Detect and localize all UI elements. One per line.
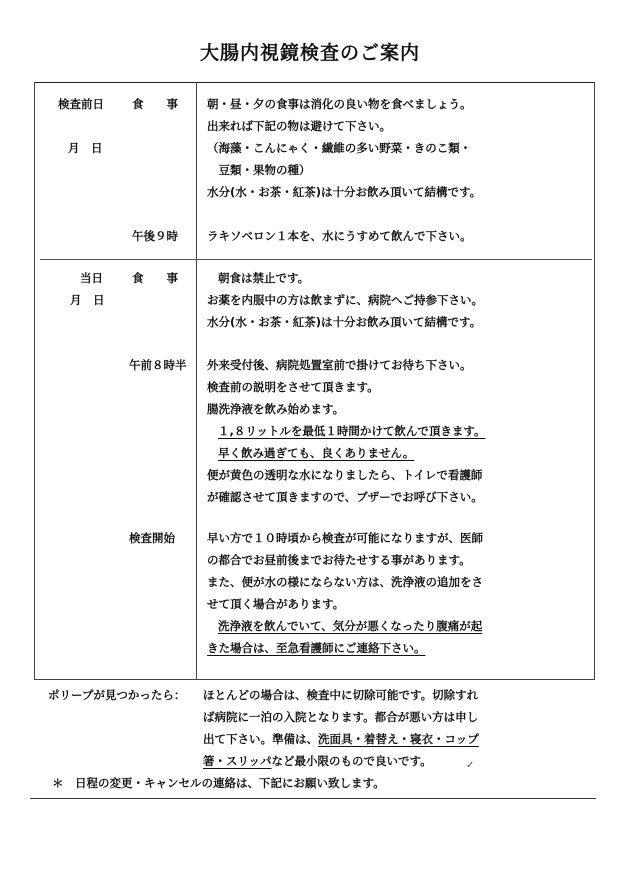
before-pm9-label: 午後９時 — [132, 229, 178, 243]
before-day-meal-label: 食 事 — [132, 97, 178, 111]
day-meal-line: お薬を内服中の方は飲まずに、病院へご持参下さい。 — [207, 293, 483, 307]
day-am830-line-underlined: １,８リットルを最低１時間かけて飲んで頂きます。 — [218, 424, 486, 438]
frame-top-border — [34, 82, 594, 83]
section-divider-polyp — [34, 679, 594, 680]
day-start-line-underlined: きた場合は、至急看護師にご連絡下さい。 — [207, 641, 426, 655]
day-am830-line-underlined: 早く飲み過ぎても、良くありません。 — [218, 446, 415, 460]
contact-note: ＊ 日程の変更・キャンセルの連絡は、下記にお願い致します。 — [52, 776, 385, 790]
day-am830-line: が確認させて頂きますので、ブザーでお呼び下さい。 — [207, 490, 483, 504]
day-of-label: 当日 — [80, 271, 103, 285]
bottom-border — [30, 798, 596, 799]
day-meal-line: 水分(水・お茶・紅茶)は十分お飲み頂いて結構です。 — [207, 315, 482, 329]
polyp-line: ほとんどの場合は、検査中に切除可能です。切除すれ — [203, 688, 479, 702]
section-divider-day-of — [40, 259, 592, 260]
column-divider — [196, 82, 197, 680]
frame-left-border — [34, 82, 35, 680]
before-day-date-label: 月 日 — [68, 141, 103, 155]
before-meal-line: 豆類・果物の種） — [207, 163, 311, 177]
before-meal-line: （海藻・こんにゃく・繊維の多い野菜・きのこ類・ — [207, 141, 472, 155]
polyp-prep-intro: 出て下さい。準備は、 — [203, 732, 318, 746]
day-meal-line: 朝食は禁止です。 — [218, 271, 310, 285]
day-am830-label: 午前８時半 — [129, 358, 187, 372]
polyp-line — [203, 731, 479, 747]
polyp-line — [203, 753, 432, 769]
day-of-meal-label: 食 事 — [132, 271, 178, 285]
polyp-label: ポリープが見つかったら： — [48, 688, 186, 702]
day-start-line: の都合でお昼前後までお待たせする事があります。 — [207, 553, 471, 567]
day-start-line: せて頂く場合があります。 — [207, 597, 345, 611]
polyp-line: ば病院に一泊の入院となります。都合が悪い方は申し — [203, 710, 479, 724]
before-meal-line: 出来れば下記の物は避けて下さい。 — [207, 119, 391, 133]
polyp-prep-items-cont: 箸・スリッパ — [203, 754, 272, 768]
stray-mark: ✓ — [466, 760, 475, 771]
polyp-prep-outro: など最小限のもので良いです。 — [271, 754, 432, 768]
before-meal-line: 朝・昼・夕の食事は消化の良い物を食べましょう。 — [207, 97, 472, 111]
before-pm9-text: ラキソベロン１本を、水にうすめて飲んで下さい。 — [207, 229, 472, 243]
day-am830-line: 検査前の説明をさせて頂きます。 — [207, 380, 379, 394]
day-am830-line: 便が黄色の透明な水になりましたら、トイレで看護師 — [207, 468, 483, 482]
day-start-label: 検査開始 — [129, 531, 175, 545]
day-am830-line: 腸洗浄液を飲み始めます。 — [207, 402, 345, 416]
polyp-prep-items: 洗面具・着替え・寝衣・コップ — [318, 732, 479, 746]
day-start-line: 早い方で１０時頃から検査が可能になりますが、医師 — [207, 531, 483, 545]
before-meal-line: 水分(水・お茶・紅茶)は十分お飲み頂いて結構です。 — [207, 185, 482, 199]
day-start-line: また、便が水の様にならない方は、洗浄液の追加をさ — [207, 575, 483, 589]
before-day-label: 検査前日 — [58, 97, 104, 111]
day-of-date-label: 月 日 — [70, 293, 105, 307]
frame-right-border — [594, 82, 595, 680]
day-start-line-underlined: 洗浄液を飲んでいて、気分が悪くなったり腹痛が起 — [218, 619, 483, 633]
day-am830-line: 外来受付後、病院処置室前で掛けてお待ち下さい。 — [207, 358, 472, 372]
page-title: 大腸内視鏡検査のご案内 — [199, 42, 420, 64]
